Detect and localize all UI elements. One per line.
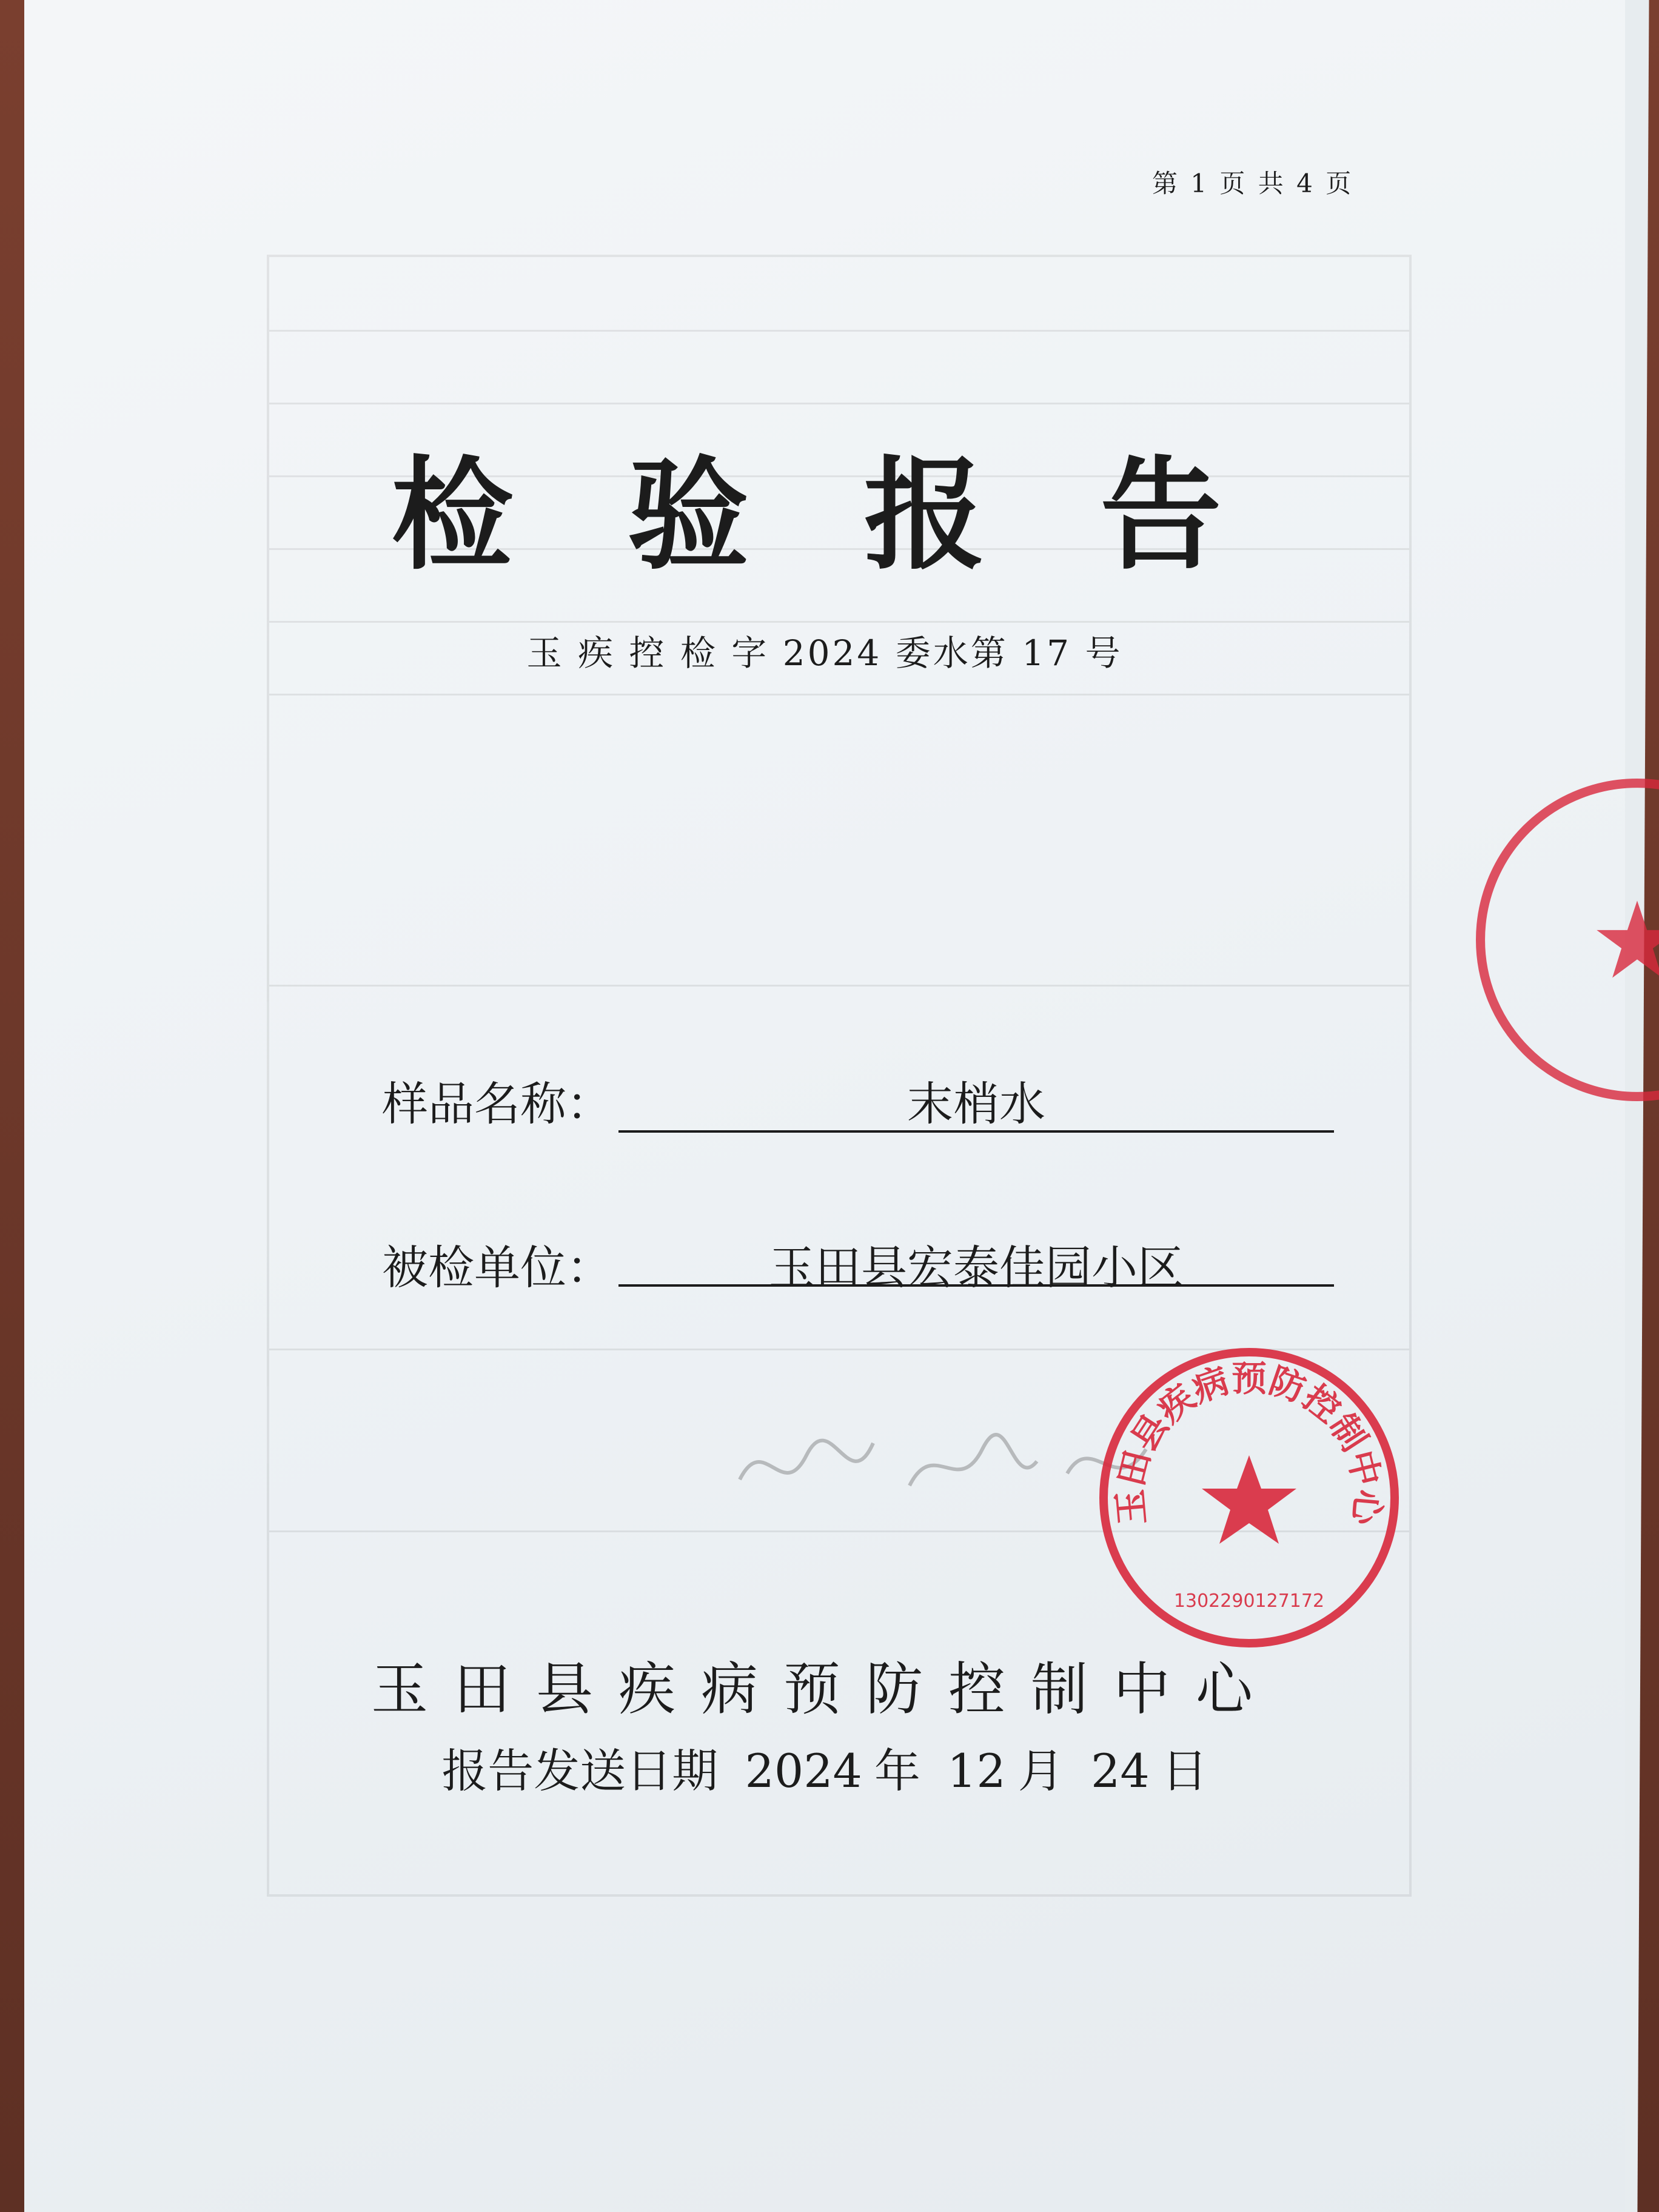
report-title: 检 验 报 告 <box>391 445 1258 586</box>
date-day-unit: 日 <box>1161 1744 1208 1798</box>
date-year-unit: 年 <box>874 1744 920 1798</box>
sample-name-label: 样品名称： <box>382 1077 612 1131</box>
edge-seal-stamp <box>1467 770 1659 1110</box>
date-month-unit: 月 <box>1017 1744 1064 1798</box>
inspected-unit-underline <box>618 1284 1334 1287</box>
inspected-unit-value: 玉田县宏泰佳园小区 <box>769 1241 1184 1295</box>
official-seal-stamp <box>1091 1340 1407 1655</box>
seal-text: 玉田县疾病预防控制中心 <box>1109 1358 1389 1527</box>
date-day: 24 <box>1090 1744 1150 1798</box>
report-date <box>24 1734 1625 1800</box>
date-month: 12 <box>947 1744 1006 1798</box>
seal-code: 1302290127172 <box>1173 1590 1325 1612</box>
sample-name-underline <box>618 1130 1334 1133</box>
page-indicator: 第 1 页 共 4 页 <box>1152 169 1354 198</box>
seal-star-icon <box>1202 1455 1296 1544</box>
date-year: 2024 <box>745 1744 862 1798</box>
date-label: 报告发送日期 <box>441 1744 719 1798</box>
issuing-organization: 玉田县疾病预防控制中心 <box>370 1657 1278 1723</box>
sample-name-value: 末梢水 <box>907 1077 1045 1131</box>
report-cover-page <box>24 0 1625 2212</box>
inspected-unit-label: 被检单位： <box>382 1241 612 1295</box>
report-number: 玉 疾 控 检 字 2024 委水第 17 号 <box>526 632 1123 674</box>
